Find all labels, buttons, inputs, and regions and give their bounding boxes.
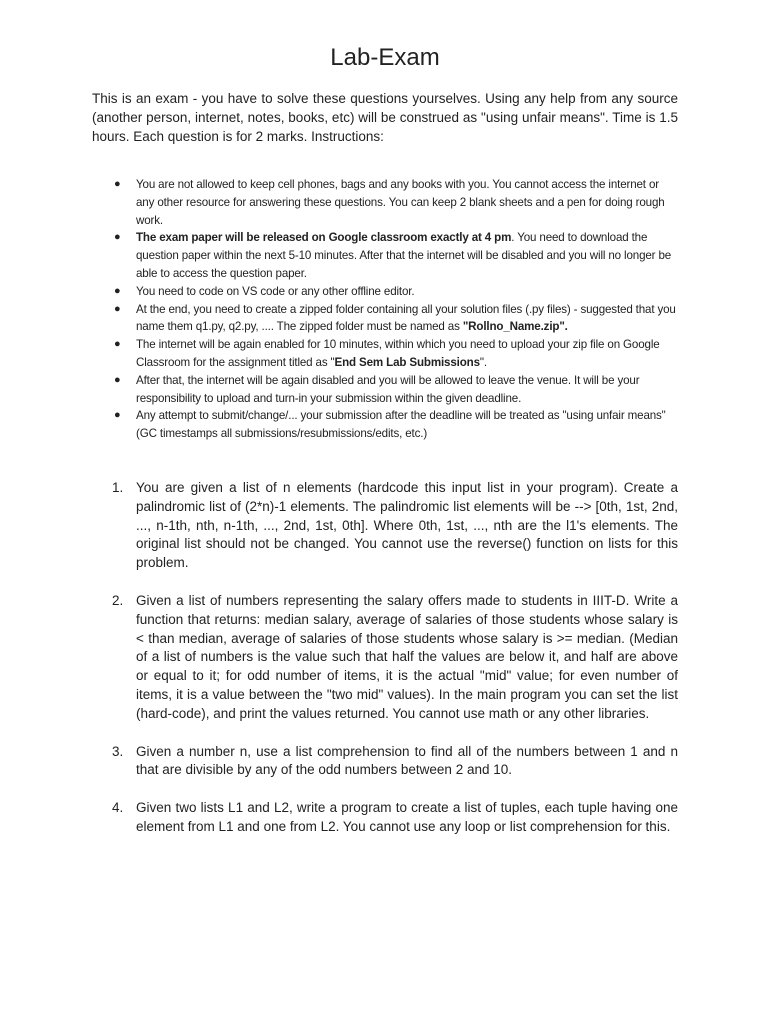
bullet-icon: ● bbox=[114, 284, 121, 297]
instruction-text: After that, the internet will be again disabled and you will be allowed to leave the venue. It will be your responsibility to upload and turn-in your submission within the given deadline. bbox=[136, 373, 640, 405]
instruction-bold-text: "Rollno_Name.zip". bbox=[462, 320, 568, 334]
instruction-item bbox=[114, 283, 678, 301]
instruction-tail-text: ". bbox=[479, 355, 487, 369]
question-text: Given a number n, use a list comprehension to find all of the numbers between 1 and n that are divisible by any of the odd numbers between 2 and 10. bbox=[136, 743, 678, 778]
instruction-text: You need to code on VS code or any other offline editor. bbox=[136, 284, 415, 298]
instruction-item bbox=[114, 301, 678, 337]
instruction-text: At the end, you need to create a zipped folder containing all your solution files (.py files) - suggested that you name them q1.py, q2.py, .... The zipped folder must be named as bbox=[136, 302, 676, 334]
question-item bbox=[112, 479, 678, 573]
page-title: Lab-Exam bbox=[330, 44, 440, 71]
bullet-icon: ● bbox=[114, 409, 121, 422]
question-item bbox=[112, 799, 678, 837]
question-number: 1. bbox=[112, 479, 124, 495]
bullet-icon: ● bbox=[114, 231, 121, 244]
instruction-item bbox=[114, 229, 678, 282]
question-text: You are given a list of n elements (hardcode this input list in your program). Create a palindromic list of (2*n)-1 elements. The palindromic list elements will be --> [0th, 1st, 2nd, ..., n-1th, nth, n-1th, ..., 2nd, 1st, 0th]. Where 0th, 1st, ..., nth are the l1's elements. The original list should not be changed. You cannot use the reverse() function on lists for this problem. bbox=[136, 479, 678, 571]
question-item bbox=[112, 592, 678, 724]
instruction-item bbox=[114, 407, 678, 443]
instruction-bold-text: End Sem Lab Submissions bbox=[334, 355, 480, 369]
question-number: 4. bbox=[112, 800, 124, 816]
bullet-icon: ● bbox=[114, 302, 121, 315]
question-item bbox=[112, 743, 678, 781]
bullet-icon: ● bbox=[114, 373, 121, 386]
instruction-item bbox=[114, 336, 678, 372]
question-text: Given two lists L1 and L2, write a program to create a list of tuples, each tuple having one element from L1 and one from L2. You cannot use any loop or list comprehension for this. bbox=[136, 800, 678, 834]
bullet-icon: ● bbox=[114, 338, 121, 351]
instruction-text: You are not allowed to keep cell phones, bags and any books with you. You cannot access the internet or any other resource for answering these questions. You can keep 2 blank sheets and a pen for doing rough work. bbox=[136, 178, 665, 227]
instruction-item bbox=[114, 176, 678, 229]
question-text: Given a list of numbers representing the salary offers made to students in IIIT-D. Write a function that returns: median salary, average of salaries of those students whose salary is < than median, average of salaries of those students whose salary is >= median. (Median of a list of numbers is the value such that half the values are below it, and half are above or equal to it; for odd number of items, it is the actual "mid" value; for even number of items, it is a value between the "two mid" values). In the main program you can set the list (hard-code), and print the values returned. You cannot use math or any other libraries. bbox=[136, 592, 678, 721]
instructions-list bbox=[92, 176, 678, 443]
instruction-item bbox=[114, 372, 678, 408]
instruction-text: . You need to download the question paper within the next 5-10 minutes. After that the internet will be disabled and you will no longer be able to access the question paper. bbox=[136, 231, 672, 280]
exam-page bbox=[92, 42, 678, 856]
question-number: 3. bbox=[112, 743, 124, 759]
instruction-text: Any attempt to submit/change/... your submission after the deadline will be treated as "using unfair means" (GC timestamps all submissions/resubmissions/edits, etc.) bbox=[136, 409, 666, 441]
intro-paragraph: This is an exam - you have to solve these questions yourselves. Using any help from any source (another person, internet, notes, books, etc) will be construed as "using unfair means". Time is 1.5 hours. Each question is for 2 marks. Instructions: bbox=[92, 91, 678, 144]
instruction-text: The internet will be again enabled for 10 minutes, within which you need to upload your zip file on Google Classroom for the assignment titled as " bbox=[136, 338, 660, 369]
questions-list bbox=[92, 479, 678, 837]
bullet-icon: ● bbox=[114, 178, 121, 190]
instruction-bold-text: The exam paper will be released on Google classroom exactly at 4 pm bbox=[136, 231, 512, 245]
question-number: 2. bbox=[112, 592, 124, 608]
